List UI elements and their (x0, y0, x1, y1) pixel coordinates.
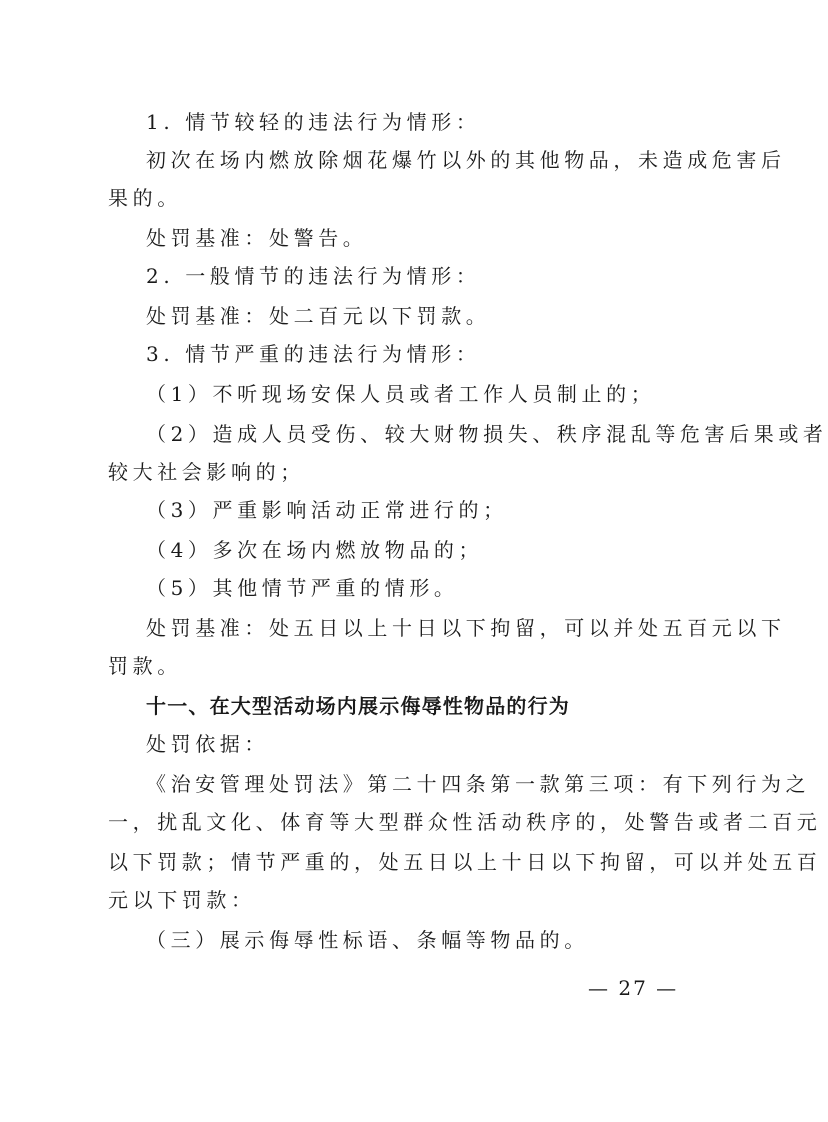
paragraph-line: （1）不听现场安保人员或者工作人员制止的； (146, 382, 656, 406)
paragraph-line: 处罚依据： (146, 732, 269, 756)
paragraph-line: 2. 一般情节的违法行为情形： (146, 264, 481, 288)
paragraph-line: （2）造成人员受伤、较大财物损失、秩序混乱等危害后果或者 (146, 422, 828, 446)
paragraph-line: 3. 情节严重的违法行为情形： (146, 342, 481, 366)
paragraph-line: （3）严重影响活动正常进行的； (146, 498, 508, 522)
paragraph-line: （4）多次在场内燃放物品的； (146, 538, 484, 562)
paragraph-line: 元以下罚款： (108, 888, 256, 912)
paragraph-line: 处罚基准：处警告。 (146, 226, 368, 250)
paragraph-line: 以下罚款；情节严重的，处五日以上十日以下拘留，可以并处五百 (108, 850, 822, 874)
paragraph-line: 初次在场内燃放除烟花爆竹以外的其他物品，未造成危害后 (146, 148, 786, 172)
paragraph-line: 处罚基准：处二百元以下罚款。 (146, 304, 491, 328)
paragraph-line: （5）其他情节严重的情形。 (146, 576, 459, 600)
paragraph-line: 1. 情节较轻的违法行为情形： (146, 110, 481, 134)
paragraph-line: 一，扰乱文化、体育等大型群众性活动秩序的，处警告或者二百元 (108, 810, 822, 834)
paragraph-line: 较大社会影响的； (108, 460, 305, 484)
paragraph-line: 《治安管理处罚法》第二十四条第一款第三项：有下列行为之 (146, 772, 811, 796)
paragraph-line: 处罚基准：处五日以上十日以下拘留，可以并处五百元以下 (146, 616, 786, 640)
paragraph-line: 罚款。 (108, 654, 182, 678)
page-number: — 27 — (588, 976, 679, 1000)
paragraph-line: 果的。 (108, 186, 182, 210)
paragraph-line: （三）展示侮辱性标语、条幅等物品的。 (146, 928, 589, 952)
section-heading: 十一、在大型活动场内展示侮辱性物品的行为 (146, 694, 570, 718)
